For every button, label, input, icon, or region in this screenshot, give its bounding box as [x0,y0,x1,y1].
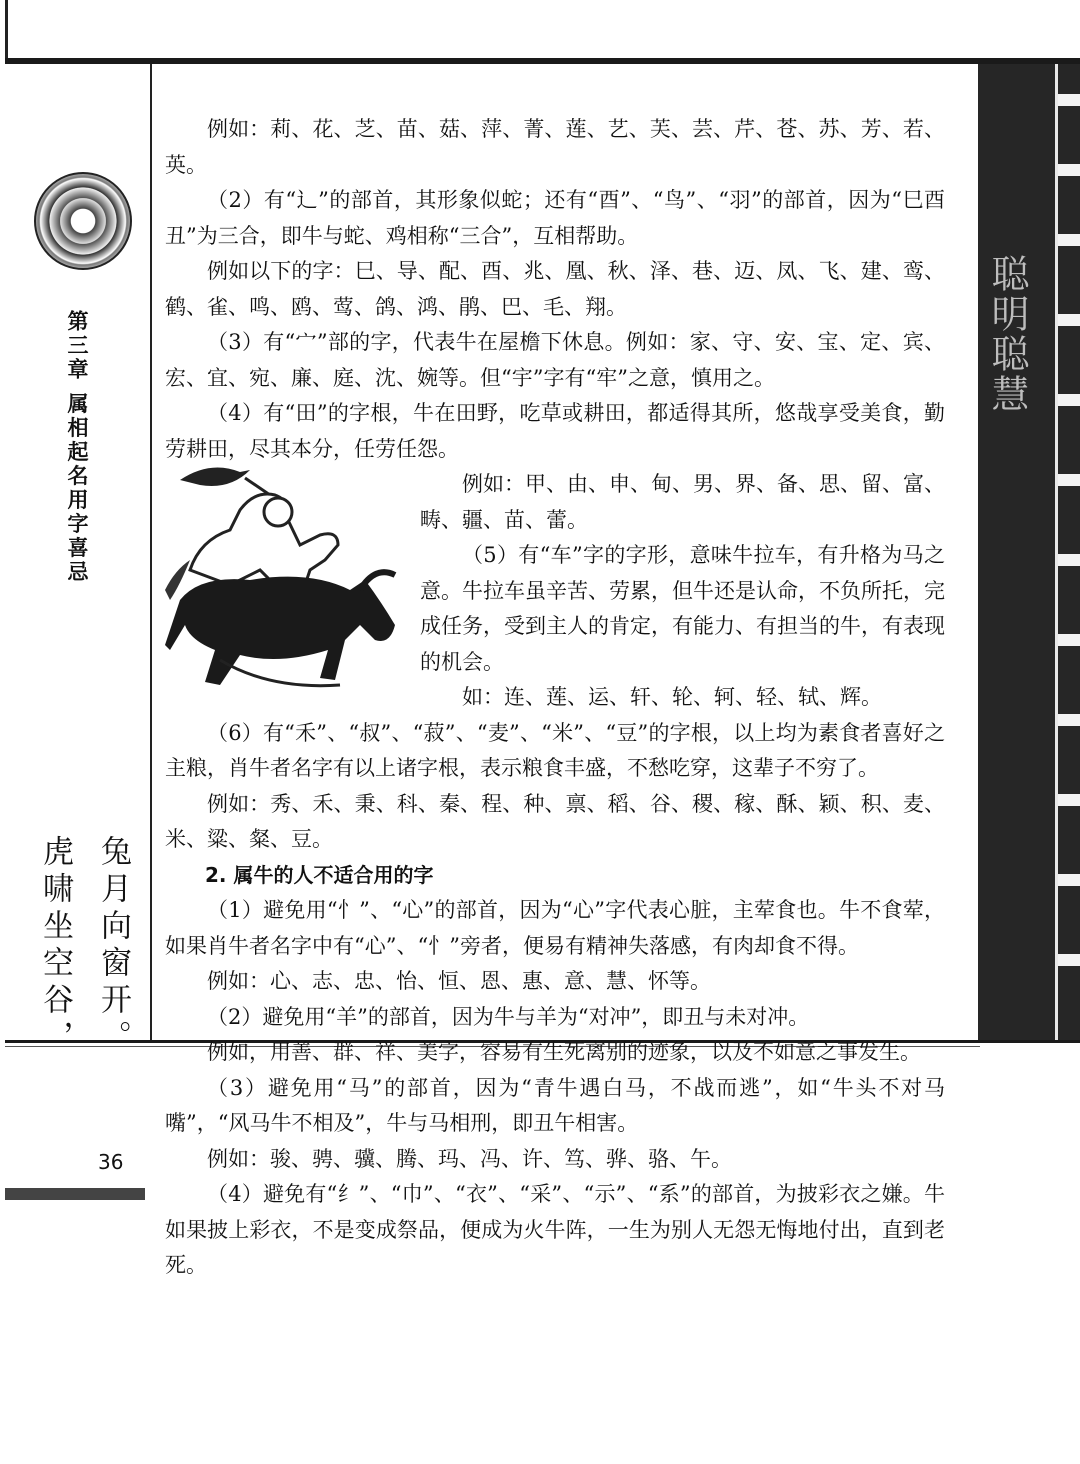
calligraphy-strip-text: 聪明聪慧 [985,254,1029,414]
paragraph: （4）避免有“纟”、“巾”、“衣”、“采”、“示”、“系”的部首，为披彩衣之嫌。牛如果披上彩衣，不是变成祭品，便成为火牛阵，一生为别人无怨无悔地付出，直到老死。 [165,1182,945,1277]
paragraph: 例如以下的字：巳、导、配、酉、兆、凰、秋、泽、巷、迈、凤、飞、建、鸾、鹤、雀、鸣、鸥、莺、鸽、鸿、鹃、巴、毛、翔。 [165,259,945,319]
strip-tick [1058,94,1080,106]
strip-tick [1058,874,1080,886]
paragraph: 例如：秀、禾、秉、科、秦、程、种、禀、稻、谷、稷、稼、酥、颖、积、麦、米、粱、粲、豆。 [165,791,945,851]
chapter-title: 第三章 属相起名用字喜忌 [65,310,89,585]
top-rule [5,58,1080,64]
paragraph: （6）有“禾”、“叔”、“菽”、“麦”、“米”、“豆”的字根，以上均为素食者喜好之主粮，肖牛者名字有以上诸字根，表示粮食丰盛，不愁吃穿，这辈子不穷了。 [165,720,945,780]
strip-tick [1058,394,1080,406]
paragraph: 如：连、莲、运、轩、轮、轲、轻、轼、辉。 [462,685,882,709]
paragraph: （2）避免用“羊”的部首，因为牛与羊为“对冲”，即丑与未对冲。 [207,1004,810,1029]
strip-tick [1058,634,1080,646]
papercut-seal-icon [34,172,132,270]
strip-tick [1058,164,1080,176]
page-number-bar [5,1188,145,1200]
paragraph: 例如：莉、花、芝、苗、菇、萍、菁、莲、艺、芙、芸、芹、苍、苏、芳、若、英。 [165,117,945,177]
decorative-side-strip [978,64,1080,1040]
paragraph: （3）有“宀”部的字，代表牛在屋檐下休息。例如：家、守、安、宝、定、宾、宏、宜、宛、廉、庭、沈、婉等。但“宇”字有“牢”之意，慎用之。 [165,330,945,390]
strip-tick [1058,314,1080,326]
strip-tick [1058,954,1080,966]
page-edge-left [5,0,8,64]
strip-tick [1058,794,1080,806]
strip-tick [1058,474,1080,486]
strip-tick [1058,714,1080,726]
paragraph: 例如：甲、由、申、甸、男、界、备、思、留、富、畴、疆、苗、蕾。 [420,472,945,532]
strip-tick [1058,554,1080,566]
paragraph: （3）避免用“马”的部首，因为“青牛遇白马，不战而逃”，如“牛头不对马嘴”，“风马牛不相及”，牛与马相刑，即丑午相害。 [165,1075,945,1135]
strip-edge [1055,64,1058,1040]
paragraph: 例如：骏、骋、骥、腾、玛、冯、许、笃、骅、骆、午。 [207,1146,732,1171]
paragraph: （2）有“辶”的部首，其形象似蛇；还有“酉”、“鸟”、“羽”的部首，因为“巳酉丑”为三合，即牛与蛇、鸡相称“三合”，互相帮助。 [165,188,945,248]
poem-line-2: 虎啸坐空谷， [37,835,73,1057]
page-number: 36 [98,1150,124,1174]
paragraph: （1）避免用“忄”、“心”的部首，因为“心”字代表心脏，主荤食也。牛不食荤，如果肖牛者名字中有“心”、“忄”旁者，便易有精神失落感，有肉却食不得。 [165,898,945,958]
section-heading: 2. 属牛的人不适合用的字 [205,862,434,887]
margin-divider [150,64,152,1040]
strip-tick [1058,234,1080,246]
paragraph: 例如，用善、群、祥、美字，容易有生死离别的迹象，以及不如意之事发生。 [207,1040,921,1064]
paragraph: （5）有“车”字的字形，意味牛拉车，有升格为马之意。牛拉车虽辛苦、劳累，但牛还是认命，不负所托，完成任务，受到主人的肯定，有能力、有担当的牛，有表现的机会。 [420,543,945,674]
poem-line-1: 兔月向窗开。 [95,835,131,1057]
main-text-body [165,112,945,1284]
paragraph: 例如：心、志、忠、怡、恒、恩、惠、意、慧、怀等。 [207,969,711,993]
paragraph: （4）有“田”的字根，牛在田野，吃草或耕田，都适得其所，悠哉享受美食，勤劳耕田，尽其本分，任劳任怨。 [165,401,945,461]
